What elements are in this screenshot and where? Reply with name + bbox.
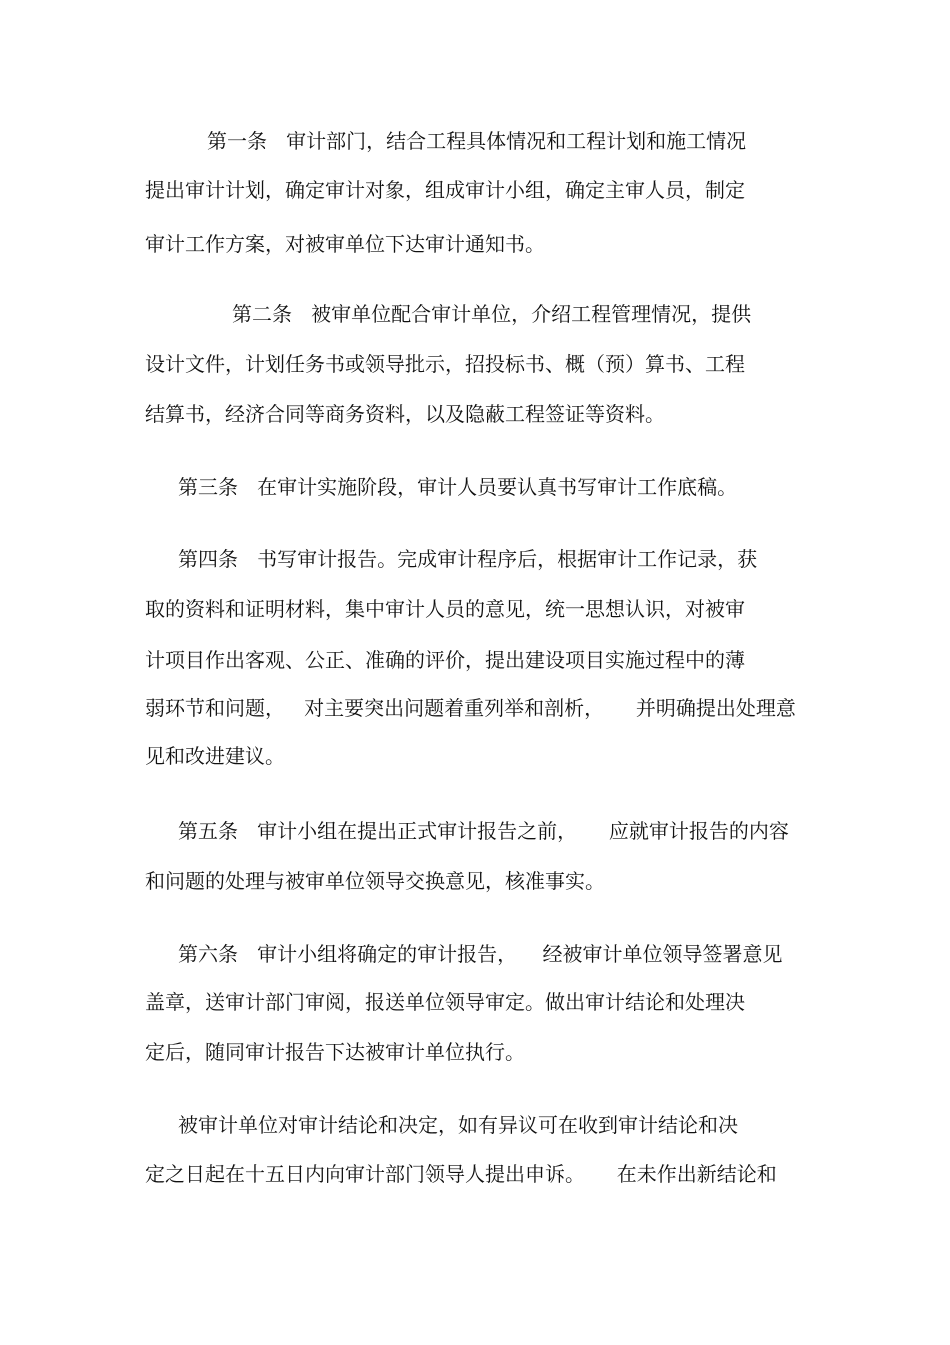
article-2-line-1: 第二条 被审单位配合审计单位，介绍工程管理情况，提供 bbox=[232, 302, 752, 326]
article-6-line-1: 第六条 审计小组将确定的审计报告， 经被审计单位领导签署意见 bbox=[178, 942, 783, 966]
article-6-line-2: 盖章，送审计部门审阅，报送单位领导审定。做出审计结论和处理决 bbox=[145, 990, 745, 1014]
article-4-line-3: 计项目作出客观、公正、准确的评价，提出建设项目实施过程中的薄 bbox=[145, 648, 745, 672]
article-5-line-2: 和问题的处理与被审单位领导交换意见，核准事实。 bbox=[145, 869, 605, 893]
article-6-line-3: 定后，随同审计报告下达被审计单位执行。 bbox=[145, 1040, 525, 1064]
article-5-line-1: 第五条 审计小组在提出正式审计报告之前， 应就审计报告的内容 bbox=[178, 819, 789, 843]
article-4-line-2: 取的资料和证明材料，集中审计人员的意见，统一思想认识，对被审 bbox=[145, 597, 745, 621]
article-1-line-1: 第一条 审计部门，结合工程具体情况和工程计划和施工情况 bbox=[207, 129, 747, 153]
article-3-line-1: 第三条 在审计实施阶段，审计人员要认真书写审计工作底稿。 bbox=[178, 475, 738, 499]
article-1-line-2: 提出审计计划，确定审计对象，组成审计小组，确定主审人员，制定 bbox=[145, 178, 745, 202]
article-1-line-3: 审计工作方案，对被审单位下达审计通知书。 bbox=[145, 232, 545, 256]
appeal-line-1: 被审计单位对审计结论和决定，如有异议可在收到审计结论和决 bbox=[178, 1113, 738, 1137]
article-4-line-1: 第四条 书写审计报告。完成审计程序后，根据审计工作记录，获 bbox=[178, 547, 758, 571]
article-4-line-5: 见和改进建议。 bbox=[145, 744, 285, 768]
article-2-line-2: 设计文件，计划任务书或领导批示，招投标书、概（预）算书、工程 bbox=[145, 352, 745, 376]
appeal-line-2: 定之日起在十五日内向审计部门领导人提出申诉。 在未作出新结论和 bbox=[145, 1162, 777, 1186]
article-4-line-4: 弱环节和问题， 对主要突出问题着重列举和剖析， 并明确提出处理意 bbox=[145, 696, 796, 720]
article-2-line-3: 结算书，经济合同等商务资料，以及隐蔽工程签证等资料。 bbox=[145, 402, 665, 426]
